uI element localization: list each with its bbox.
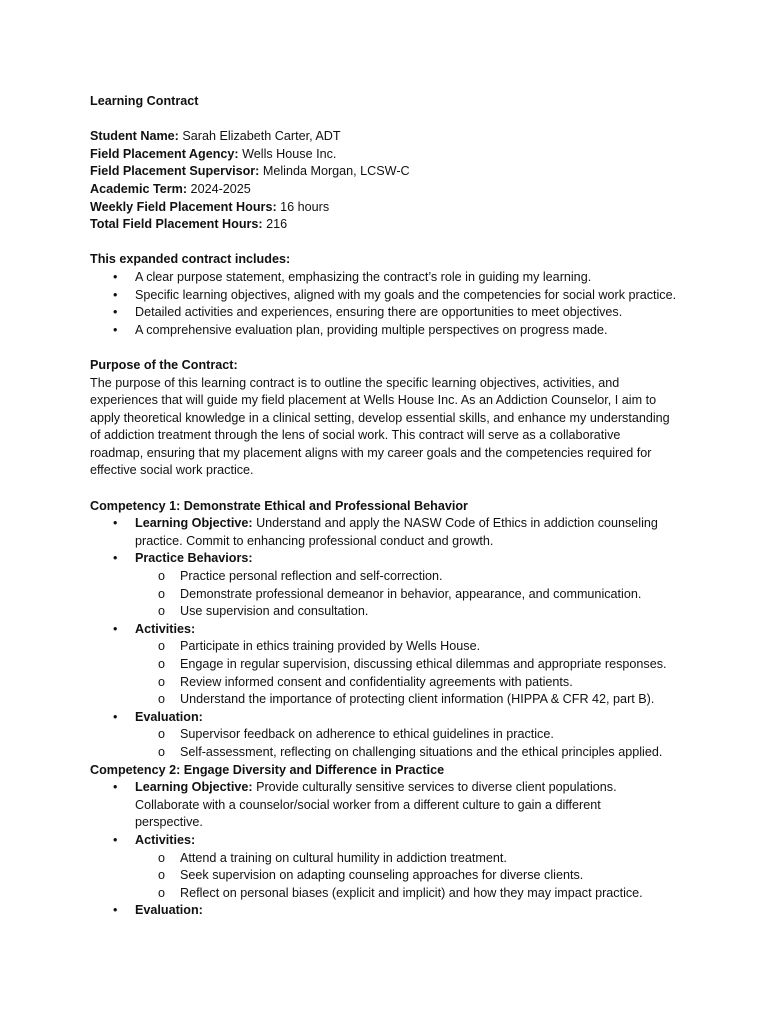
list-item: o Understand the importance of protecting client information (HIPPA & CFR 42, part B). [158, 692, 655, 707]
list-item: • A comprehensive evaluation plan, providing multiple perspectives on progress made. [113, 322, 608, 337]
list-item: o Participate in ethics training provided by Wells House. [158, 639, 481, 654]
includes-heading: This expanded contract includes: [90, 252, 291, 267]
list-item: o Use supervision and consultation. [158, 604, 369, 619]
evaluation-label: • Evaluation: [113, 903, 203, 918]
document-title: Learning Contract [90, 94, 199, 108]
info-academic-term: Academic Term: 2024-2025 [90, 181, 251, 196]
list-item: o Engage in regular supervision, discussing ethical dilemmas and appropriate responses. [158, 657, 667, 671]
list-item: o Self-assessment, reflecting on challenging situations and the ethical principles applied. [158, 744, 663, 759]
info-agency: Field Placement Agency: Wells House Inc. [90, 146, 337, 161]
list-item: o Demonstrate professional demeanor in behavior, appearance, and communication. [158, 586, 642, 601]
evaluation-label: • Evaluation: [113, 709, 203, 724]
list-item: • A clear purpose statement, emphasizing the contract’s role in guiding my learning. [113, 269, 592, 284]
list-item: o Practice personal reflection and self-correction. [158, 569, 443, 584]
competency-2-list [90, 779, 690, 920]
list-item: • Specific learning objectives, aligned with my goals and the competencies for social work practice. [113, 287, 677, 302]
list-item: o Reflect on personal biases (explicit and implicit) and how they may impact practice. [158, 885, 643, 900]
activities-label: • Activities: [113, 621, 196, 636]
info-total-hours: Total Field Placement Hours: 216 [90, 217, 288, 232]
learning-objective: • Learning Objective: Provide culturally sensitive services to diverse client populations. Collaborate with a counselor/social worker from a different culture to gain a different perspective. [113, 780, 617, 830]
practice-behaviors-label: • Practice Behaviors: [113, 551, 253, 566]
list-item: • Detailed activities and experiences, ensuring there are opportunities to meet objectives. [113, 305, 623, 320]
list-item: o Attend a training on cultural humility in addiction treatment. [158, 850, 507, 865]
learning-objective: • Learning Objective: Understand and apply the NASW Code of Ethics in addiction counseling practice. Commit to enhancing professional conduct and growth. [113, 516, 658, 548]
info-block [90, 128, 690, 234]
list-item: o Supervisor feedback on adherence to ethical guidelines in practice. [158, 727, 554, 742]
purpose-heading: Purpose of the Contract: [90, 357, 238, 372]
info-weekly-hours: Weekly Field Placement Hours: 16 hours [90, 199, 330, 214]
info-student-name: Student Name: Sarah Elizabeth Carter, ADT [90, 129, 341, 144]
competency-1-list [90, 515, 690, 761]
document-body [90, 93, 690, 920]
list-item: o Review informed consent and confidentiality agreements with patients. [158, 674, 573, 689]
list-item: o Seek supervision on adapting counseling approaches for diverse clients. [158, 868, 584, 883]
competency-1-heading: Competency 1: Demonstrate Ethical and Professional Behavior [90, 498, 468, 513]
purpose-paragraph: The purpose of this learning contract is to outline the specific learning objectives, activities, and experiences that will guide my field placement at Wells House Inc. As an Addiction Counselor, I aim to apply theoretical knowledge in a clinical setting, develop essential skills, and enhance my understanding of addiction treatment through the lens of social work. This contract will serve as a collaborative roadmap, ensuring that my placement aligns with my career goals and the competencies required for effective social work practice. [90, 375, 670, 478]
competency-2-heading: Competency 2: Engage Diversity and Difference in Practice [90, 762, 445, 777]
activities-label: • Activities: [113, 832, 196, 847]
info-supervisor: Field Placement Supervisor: Melinda Morgan, LCSW-C [90, 164, 410, 179]
includes-list [90, 269, 690, 339]
